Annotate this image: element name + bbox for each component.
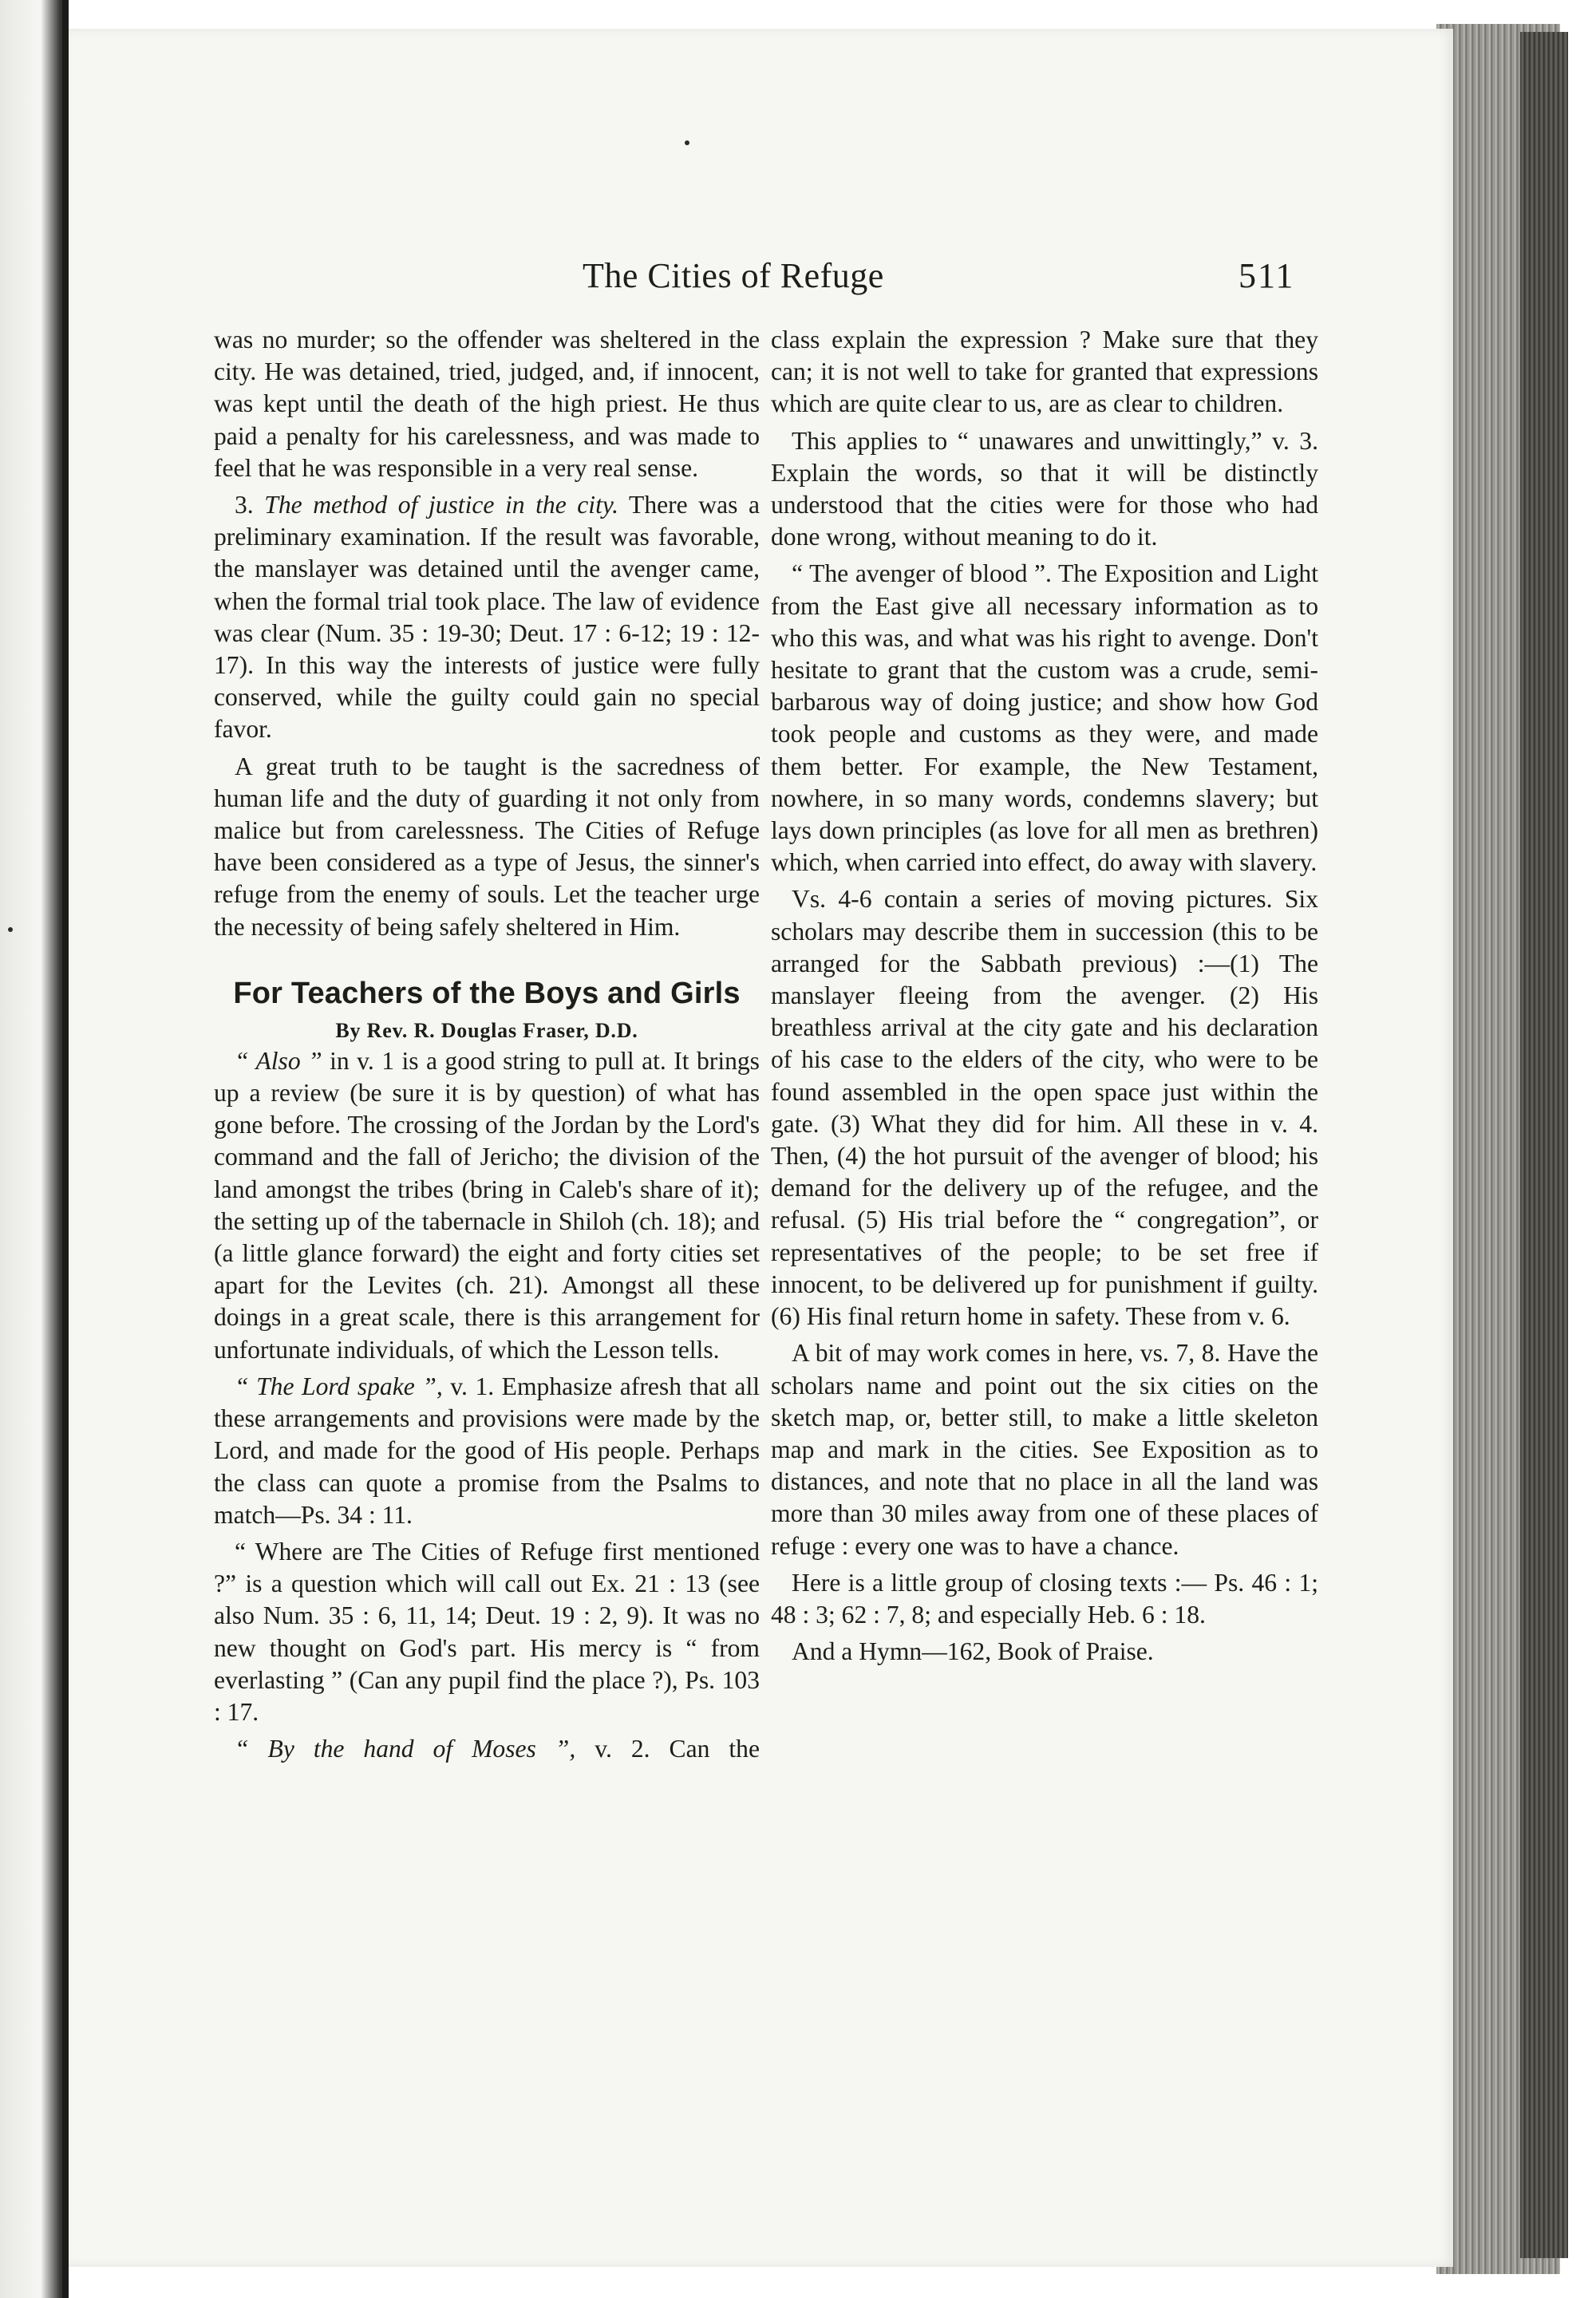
paragraph: “ The avenger of blood ”. The Exposition and Light from the East give all necessary information as to who this was, and what was his right to avenge. Don't hesitate to grant that the custom was a crude, semi-barbarous way of doing justice; and show how God took people and customs as they were, and made them better. For example, the New Testament, nowhere, in so many words, condemns slavery; but lays down principles (as love for all men as brethren) which, when carried into effect, do away with slavery. (771, 559, 1318, 877)
paragraph-text: v. 1. Emphasize afresh that all these arrangements and provisions were made by the Lord, and made for the good of His people. Perhaps the class can quote a promise from the Psalms to match—Ps. 34 : 11. (214, 1372, 760, 1529)
paragraph-text: v. 2. Can the (575, 1735, 760, 1763)
paragraph: A bit of may work comes in here, vs. 7, 8. Have the scholars name and point out the six cities on the sketch map, or, better still, to make a little skeleton map and mark in the cities. See Exposition as to distances, and note that no place in all the land was more than 30 miles away from one of these places of refuge : every one was to have a chance. (771, 1339, 1318, 1560)
page-number: 511 (1238, 256, 1295, 295)
paragraph: Here is a little group of closing texts :— Ps. 46 : 1; 48 : 3; 62 : 7, 8; and especially Heb. 6 : 18. (771, 1568, 1318, 1629)
page-header (559, 255, 1357, 303)
paragraph: class explain the expression ? Make sure that they can; it is not well to take for granted that expressions which are quite clear to us, are as clear to children. (771, 326, 1318, 418)
right-column (771, 324, 1318, 1668)
book-gutter (62, 0, 69, 2298)
facing-page-edge (0, 0, 68, 2298)
paragraph: A great truth to be taught is the sacredness of human life and the duty of guarding it not only from malice but from carelessness. The Cities of Refuge have been considered as a type of Jesus, the sinner's refuge from the enemy of souls. Let the teacher urge the necessity of being safely sheltered in Him. (214, 752, 760, 941)
paragraph: And a Hymn—162, Book of Praise. (792, 1637, 1154, 1666)
paragraph (214, 1733, 760, 1765)
paragraph-text: in v. 1 is a good string to pull at. It brings up a review (be sure it is by question) of what has gone before. The crossing of the Jordan by the Lord's command and the fall of Jericho; the division of the land amongst the tribes (bring in Caleb's share of it); the setting up of the tabernacle in Shiloh (ch. 18); and (a little glance forward) the eight and forty cities set apart for the Levites (ch. 21). Amongst all these doings in a great scale, there is this arrangement for unfortunate individuals, of which the Lesson tells. (214, 1046, 760, 1364)
paragraph (214, 489, 760, 746)
paragraph: This applies to “ unawares and unwittingly,” v. 3. Explain the words, so that it will be distinctly understood that the cities were for those who had done wrong, without meaning to do it. (771, 426, 1318, 551)
italic-quote: “ The Lord spake ”, (235, 1372, 443, 1400)
book-cover-edge (1520, 32, 1568, 2258)
paragraph (214, 1045, 760, 1366)
ink-speck (685, 140, 689, 145)
paragraph: was no murder; so the offender was sheltered in the city. He was detained, tried, judged, and, if innocent, was kept until the death of the high priest. He thus paid a penalty for his carelessness, and was made to feel that he was responsible in a very real sense. (214, 326, 760, 482)
italic-quote: “ By the hand of Moses ”, (235, 1735, 576, 1763)
byline: By Rev. R. Douglas Fraser, D.D. (335, 1018, 638, 1042)
paragraph: “ Where are The Cities of Refuge first mentioned ?” is a question which will call out Ex. 21 : 13 (see also Num. 35 : 6, 11, 14; Deut. 19 : 2, 9). It was no new thought on God's part. His mercy is “ from everlasting ” (Can any pupil find the place ?), Ps. 103 : 17. (214, 1537, 760, 1726)
left-column (214, 324, 760, 1765)
italic-heading: The method of justice in the city. (264, 491, 619, 519)
ink-speck (8, 927, 13, 932)
paragraph: Vs. 4-6 contain a series of moving pictures. Six scholars may describe them in succession (this to be arranged for the Sabbath previous) :—(1) The manslayer fleeing from the avenger. (2) His breathless arrival at the city gate and his declaration of his case to the elders of the city, who were to be found assembled in the open space just within the gate. (3) What they did for him. All these in v. 4. Then, (4) the hot pursuit of the avenger of blood; his demand for the delivery up of the refugee, and the refusal. (5) His trial before the “ congregation”, or representatives of the people; to be set free if innocent, to be delivered up for punishment if guilty. (6) His final return home in safety. These from v. 6. (771, 885, 1318, 1331)
paragraph (214, 1371, 760, 1531)
paragraph-text: There was a preliminary examination. If the result was favorable, the manslayer was detained until the avenger came, when the formal trial took place. The law of evidence was clear (Num. 35 : 19-30; Deut. 17 : 6-12; 19 : 12-17). In this way the interests of justice were fully conserved, while the guilty could gain no special favor. (214, 491, 760, 744)
section-heading: For Teachers of the Boys and Girls (233, 976, 741, 1010)
paragraph-number: 3. (235, 491, 265, 519)
running-title: The Cities of Refuge (583, 256, 884, 295)
italic-quote: “ Also ” (235, 1046, 322, 1075)
